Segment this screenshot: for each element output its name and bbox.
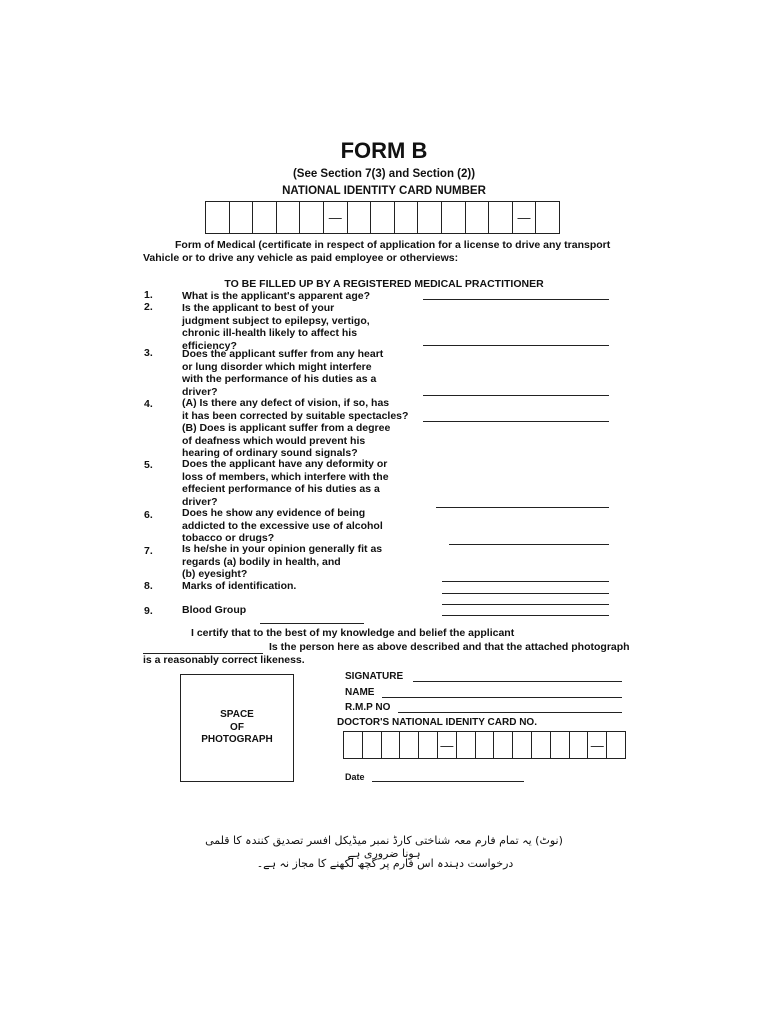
date-label: Date bbox=[345, 772, 365, 782]
question-text: (A) Is there any defect of vision, if so, has it has been corrected by suitable spectacles? (B) Does is applicant suffer from a degree of deafness which would prevent his hearing of ordinary sound signals? bbox=[182, 397, 409, 459]
doctor-nic-digit-cell[interactable] bbox=[494, 731, 513, 759]
nic-digit-cell[interactable] bbox=[348, 201, 372, 234]
nic-digit-cell[interactable] bbox=[536, 201, 560, 234]
photo-label: OF bbox=[230, 721, 244, 733]
question-text: Is he/she in your opinion generally fit as regards (a) bodily in health, and (b) eyesight? bbox=[182, 543, 383, 580]
signature-line[interactable] bbox=[413, 681, 622, 682]
signature-label: SIGNATURE bbox=[345, 671, 404, 682]
question-text: Blood Group bbox=[182, 604, 247, 616]
doctor-nic-digit-cell[interactable] bbox=[457, 731, 476, 759]
doctor-nic-digit-cell[interactable] bbox=[382, 731, 401, 759]
question-number: 5. bbox=[144, 459, 153, 471]
name-label: NAME bbox=[345, 687, 375, 698]
question-number: 1. bbox=[144, 289, 153, 301]
question-number: 4. bbox=[144, 398, 153, 410]
certification-line bbox=[143, 641, 633, 655]
doctor-nic-digit-cell[interactable] bbox=[513, 731, 532, 759]
nic-label: NATIONAL IDENTITY CARD NUMBER bbox=[282, 185, 486, 197]
answer-line-q1[interactable] bbox=[423, 299, 609, 300]
certification-line: I certify that to the best of my knowledge and belief the applicant bbox=[191, 627, 515, 639]
photograph-box[interactable] bbox=[180, 674, 294, 782]
certification-text bbox=[143, 627, 633, 668]
answer-line-q3[interactable] bbox=[423, 395, 609, 396]
nic-digit-cell[interactable]: — bbox=[324, 201, 348, 234]
urdu-note-line-1: (نوٹ) یہ تمام فارم معہ شناختی کارڈ نمبر میڈیکل افسر تصدیق کنندہ کا قلمی ہونا ضروری ہے bbox=[205, 834, 563, 860]
answer-line-q8a[interactable] bbox=[442, 581, 609, 582]
question-text: Does the applicant suffer from any heart or lung disorder which might interfere with the performance of his duties as a driver? bbox=[182, 348, 384, 398]
doctor-nic-digit-cell[interactable] bbox=[400, 731, 419, 759]
question-number: 9. bbox=[144, 605, 153, 617]
form-title: FORM B bbox=[340, 138, 428, 163]
doctor-nic-digit-cell[interactable] bbox=[419, 731, 438, 759]
applicant-name-blank[interactable] bbox=[143, 644, 263, 654]
answer-line-q8b[interactable] bbox=[442, 593, 609, 594]
answer-line-q4[interactable] bbox=[423, 421, 609, 422]
doctor-nic-digit-cell[interactable] bbox=[551, 731, 570, 759]
doctor-nic-digit-cell[interactable] bbox=[363, 731, 382, 759]
question-number: 7. bbox=[144, 545, 153, 557]
doctor-nic-digit-cell[interactable]: — bbox=[438, 731, 457, 759]
intro-text: Form of Medical (certificate in respect of application for a license to drive any transport Vahicle or to drive any vehicle as paid employee or otherviews: bbox=[143, 239, 611, 264]
date-line[interactable] bbox=[372, 781, 524, 782]
answer-line-q6[interactable] bbox=[449, 544, 609, 545]
name-line[interactable] bbox=[382, 697, 622, 698]
nic-digit-cell[interactable]: — bbox=[513, 201, 537, 234]
photo-label: SPACE bbox=[220, 709, 254, 721]
nic-digit-cell[interactable] bbox=[371, 201, 395, 234]
doctor-nic-digit-cell[interactable] bbox=[344, 731, 363, 759]
rmp-label: R.M.P NO bbox=[345, 702, 391, 713]
question-text: Is the applicant to best of your judgment subject to epilepsy, vertigo, chronic ill-health likely to affect his efficiency? bbox=[182, 302, 370, 352]
separator-line bbox=[260, 623, 364, 624]
doctor-nic-digit-cell[interactable]: — bbox=[588, 731, 607, 759]
nic-digit-cell[interactable] bbox=[206, 201, 230, 234]
nic-digit-cell[interactable] bbox=[253, 201, 277, 234]
certification-line: is a reasonably correct likeness. bbox=[143, 654, 305, 666]
doctor-nic-boxes[interactable] bbox=[343, 731, 626, 759]
urdu-note-line-2: درخواست دہندہ اس فارم پر کچھ لکھنے کا مجاز نہ ہے۔ bbox=[256, 857, 514, 870]
nic-digit-cell[interactable] bbox=[466, 201, 490, 234]
nic-digit-cell[interactable] bbox=[442, 201, 466, 234]
photo-label: PHOTOGRAPH bbox=[201, 734, 273, 746]
rmp-line[interactable] bbox=[398, 712, 622, 713]
nic-digit-cell[interactable] bbox=[300, 201, 324, 234]
question-number: 6. bbox=[144, 509, 153, 521]
nic-digit-cell[interactable] bbox=[418, 201, 442, 234]
form-subtitle: (See Section 7(3) and Section (2)) bbox=[292, 168, 476, 180]
nic-digit-cell[interactable] bbox=[230, 201, 254, 234]
nic-number-boxes[interactable] bbox=[205, 201, 560, 234]
answer-line-q5[interactable] bbox=[436, 507, 609, 508]
answer-line-q8c[interactable] bbox=[442, 604, 609, 605]
question-number: 2. bbox=[144, 301, 153, 313]
question-text: What is the applicant's apparent age? bbox=[182, 290, 371, 302]
answer-line-q8d[interactable] bbox=[442, 615, 609, 616]
doctor-nic-digit-cell[interactable] bbox=[532, 731, 551, 759]
certification-line-2: Is the person here as above described and that the attached photograph bbox=[269, 640, 630, 653]
doctor-nic-digit-cell[interactable] bbox=[607, 731, 626, 759]
question-text: Marks of identification. bbox=[182, 580, 297, 592]
answer-line-q2[interactable] bbox=[423, 345, 609, 346]
question-number: 3. bbox=[144, 347, 153, 359]
nic-digit-cell[interactable] bbox=[395, 201, 419, 234]
nic-digit-cell[interactable] bbox=[489, 201, 513, 234]
nic-digit-cell[interactable] bbox=[277, 201, 301, 234]
doctor-nic-digit-cell[interactable] bbox=[570, 731, 589, 759]
doctor-nic-digit-cell[interactable] bbox=[476, 731, 495, 759]
question-text: Does he show any evidence of being addicted to the excessive use of alcohol tobacco or drugs? bbox=[182, 507, 383, 544]
doctor-nic-label: DOCTOR'S NATIONAL IDENITY CARD NO. bbox=[337, 717, 537, 728]
section-heading: TO BE FILLED UP BY A REGISTERED MEDICAL PRACTITIONER bbox=[224, 278, 544, 290]
question-text: Does the applicant have any deformity or loss of members, which interfere with the effecient performance of his duties as a driver? bbox=[182, 458, 389, 508]
question-number: 8. bbox=[144, 580, 153, 592]
